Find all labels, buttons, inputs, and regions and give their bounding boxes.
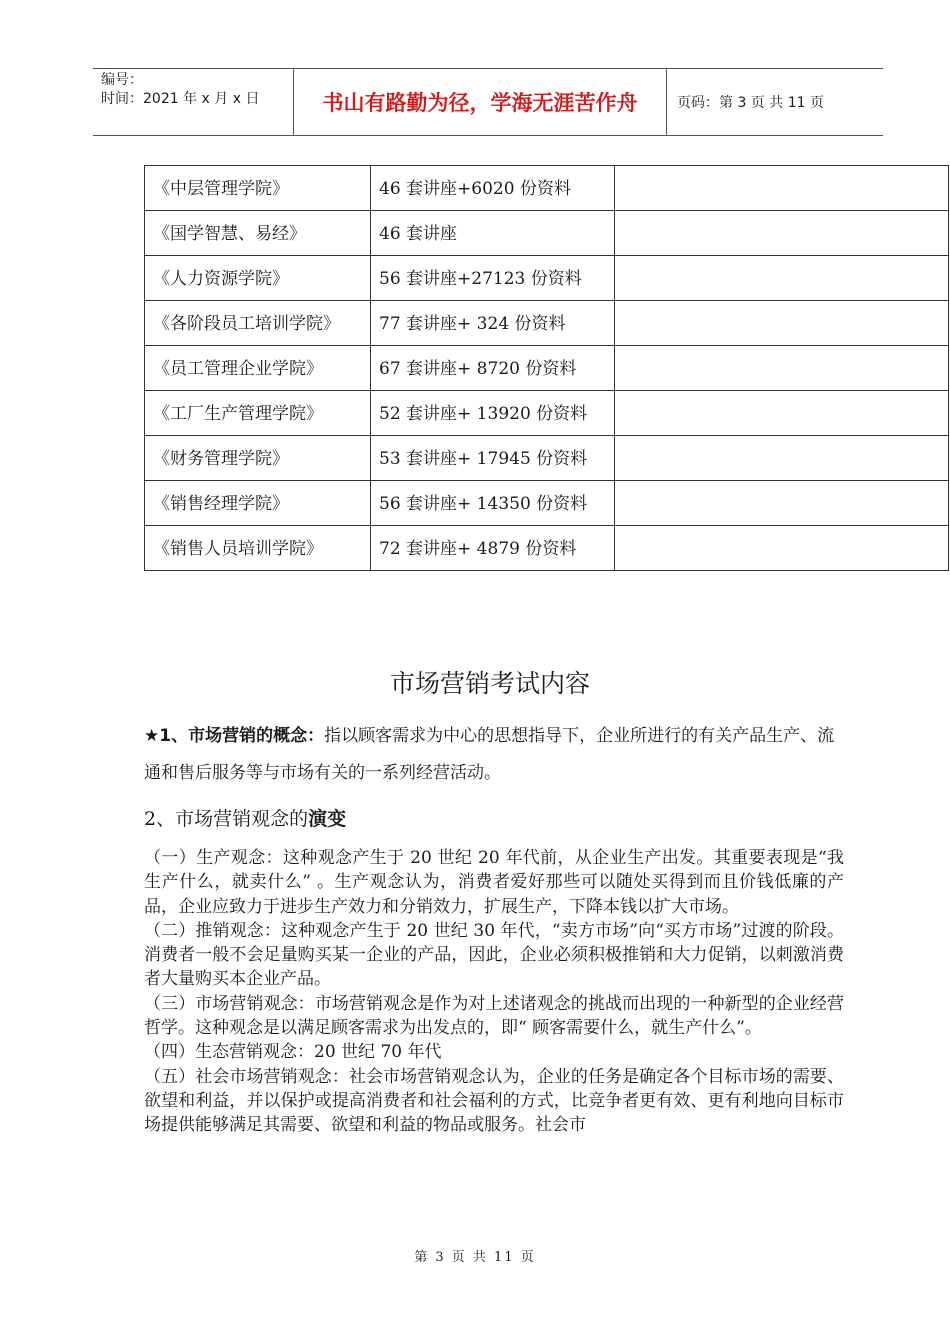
table-row [145,256,949,301]
course-table [144,165,949,571]
table-cell-note [615,346,949,391]
header-meta [93,69,294,135]
paragraph: （二）推销观念：这种观念产生于 20 世纪 30 年代，“卖方市场”向“买方市场”过渡的阶段。消费者一般不会足量购买某一企业的产品，因此，企业必须积极推销和大力促销，以刺激消费者大量购买本企业产品。 [144,920,844,990]
table-row [145,391,949,436]
table-cell-name: 《人力资源学院》 [145,256,371,301]
marketing-concept-paragraph [144,718,844,792]
header-page-number: 页码：第 3 页 共 11 页 [677,95,824,111]
table-row [145,481,949,526]
subsection-heading-text: 2、市场营销观念的 [144,808,309,830]
table-cell-content: 52 套讲座+ 13920 份资料 [371,391,615,436]
table-cell-note [615,301,949,346]
table-cell-name: 《各阶段员工培训学院》 [145,301,371,346]
header-motto: 书山有路勤为径，学海无涯苦作舟 [294,69,667,135]
table-cell-note [615,436,949,481]
paragraph: （四）生态营销观念：20 世纪 70 年代 [144,1042,442,1063]
table-cell-name: 《中层管理学院》 [145,166,371,211]
section-title: 市场营销考试内容 [389,669,590,698]
table-cell-note [615,526,949,571]
table-cell-name: 《销售人员培训学院》 [145,526,371,571]
paragraph: （一）生产观念：这种观念产生于 20 世纪 20 年代前，从企业生产出发。其重要表现是“我生产什么，就卖什么” 。生产观念认为，消费者爱好那些可以随处买得到而且价钱低廉的产品，企业应致力于进步生产效力和分销效力，扩展生产，下降本钱以扩大市场。 [144,848,844,917]
header-number: 编号： [101,72,143,88]
table-cell-note [615,256,949,301]
table-cell-name: 《员工管理企业学院》 [145,346,371,391]
table-cell-content: 53 套讲座+ 17945 份资料 [371,436,615,481]
header-time: 时间：2021 年 x 月 x 日 [101,91,260,107]
table-cell-content: 77 套讲座+ 324 份资料 [371,301,615,346]
page-footer: 第 3 页 共 11 页 [414,1250,536,1265]
table-cell-note [615,211,949,256]
table-cell-content: 46 套讲座+6020 份资料 [371,166,615,211]
concept-lead: ★1、市场营销的概念： [144,726,325,746]
table-cell-name: 《工厂生产管理学院》 [145,391,371,436]
table-cell-name: 《财务管理学院》 [145,436,371,481]
table-cell-content: 67 套讲座+ 8720 份资料 [371,346,615,391]
body-text [144,846,844,1138]
table-row [145,436,949,481]
table-row [145,526,949,571]
table-cell-content: 56 套讲座+27123 份资料 [371,256,615,301]
table-row [145,166,949,211]
concept-text: 指以顾客需求为中心的思想指导下，企业所进行的有关产品生产、流通和售后服务等与市场有关的一系列经营活动。 [144,726,835,783]
table-row [145,346,949,391]
subsection-heading-bold: 演变 [308,808,347,830]
table-row [145,211,949,256]
table-cell-note [615,166,949,211]
table-cell-content: 72 套讲座+ 4879 份资料 [371,526,615,571]
table-cell-name: 《销售经理学院》 [145,481,371,526]
paragraph: （五）社会市场营销观念：社会市场营销观念认为，企业的任务是确定各个目标市场的需要、欲望和利益，并以保护或提高消费者和社会福利的方式，比竞争者更有效、更有利地向目标市场提供能够满足其需要、欲望和利益的物品或服务。社会市 [144,1066,844,1136]
table-cell-content: 56 套讲座+ 14350 份资料 [371,481,615,526]
table-cell-name: 《国学智慧、易经》 [145,211,371,256]
paragraph: （三）市场营销观念：市场营销观念是作为对上述诸观念的挑战而出现的一种新型的企业经营哲学。这种观念是以满足顾客需求为出发点的，即“ 顾客需要什么，就生产什么”。 [144,993,844,1039]
table-cell-content: 46 套讲座 [371,211,615,256]
table-cell-note [615,391,949,436]
subsection-heading [144,804,346,831]
table-cell-note [615,481,949,526]
table-row [145,301,949,346]
page-header [93,68,883,136]
